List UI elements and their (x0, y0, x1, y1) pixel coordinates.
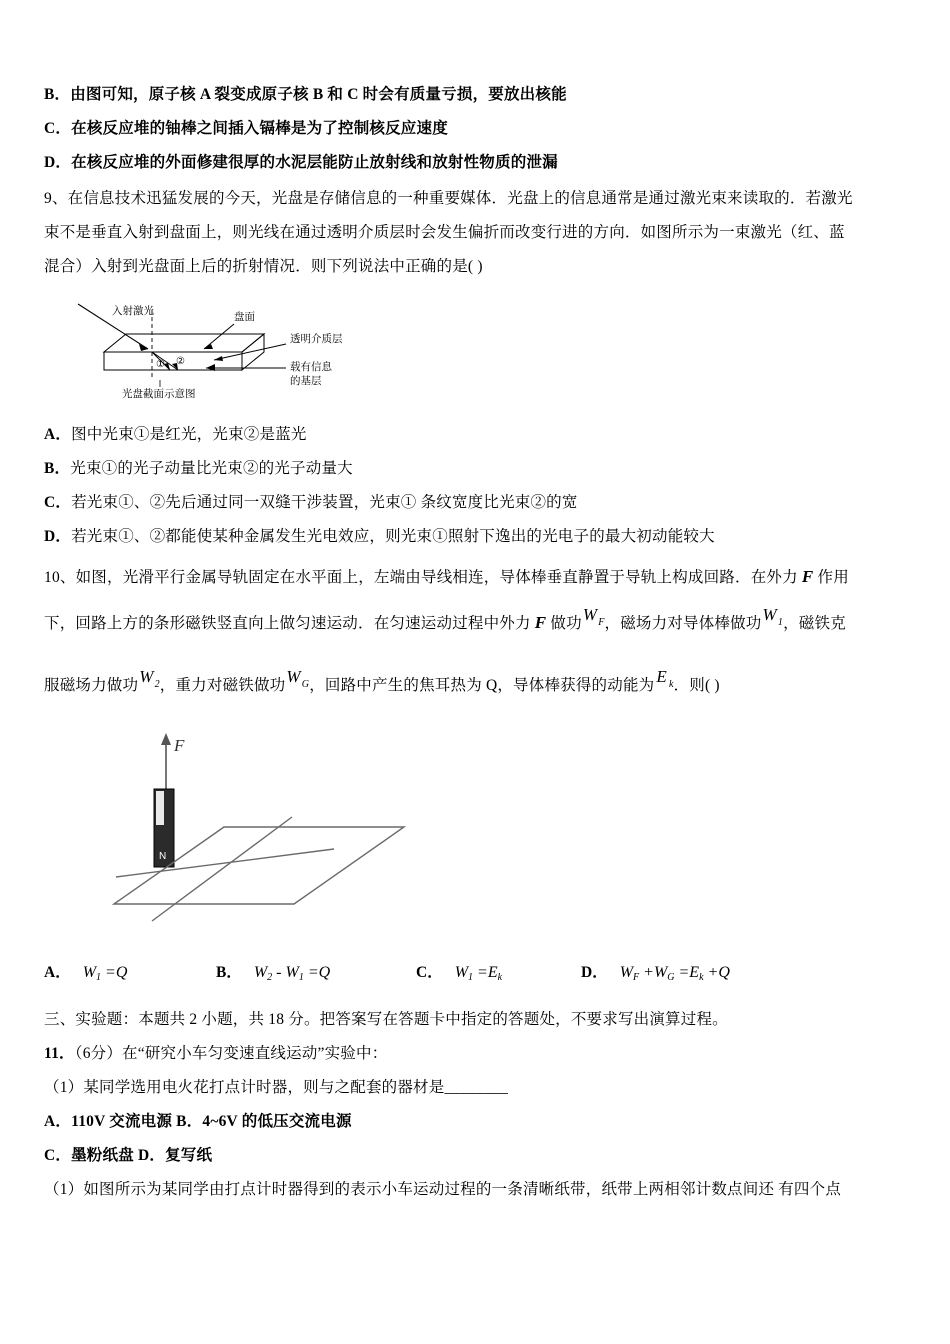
question-9-line1 (44, 182, 910, 216)
question-11-sub1: （1）某同学选用电火花打点计时器，则与之配套的器材是________ (44, 1079, 509, 1096)
q10-Ek-sub: k (668, 679, 674, 690)
section-3 (44, 1003, 910, 1207)
svg-text:入射激光: 入射激光 (112, 305, 154, 317)
svg-text:②: ② (176, 356, 185, 367)
svg-text:光盘截面示意图: 光盘截面示意图 (122, 388, 196, 400)
q10-answer-a (44, 960, 216, 983)
question-11-text: （6分）在“研究小车匀变速直线运动”实验中： (74, 1045, 388, 1062)
q10-l1b: 作用 (813, 569, 849, 586)
q10-answer-b (216, 960, 416, 983)
question-9-line2 (44, 216, 910, 250)
q10-Ek-symbol: E (656, 667, 667, 686)
option-c-text: 在核反应堆的铀棒之间插入镉棒是为了控制核反应速度 (71, 120, 448, 137)
question-10 (44, 560, 910, 983)
question-11-sub2: （1）如图所示为某同学由打点计时器得到的表示小车运动过程的一条清晰纸带，纸带上两相邻计数点间还 有四个点 (44, 1181, 842, 1198)
q10-l2c: ，磁场力对导体棒做功 (604, 615, 762, 632)
q9-option-b-label: B． (44, 460, 71, 477)
q9-option-a-text: 图中光束①是红光，光束②是蓝光 (71, 426, 307, 443)
q10-answer-a-label: A． (44, 964, 71, 981)
question-9-option-b (44, 452, 910, 486)
question-10-line1 (44, 560, 910, 595)
svg-text:F: F (174, 736, 185, 755)
svg-text:的基层: 的基层 (290, 375, 322, 387)
question-9-option-d (44, 520, 910, 554)
question-9-text3: 混合）入射到光盘面上后的折射情况．则下列说法中正确的是( ) (44, 258, 483, 275)
q10-l2d: ，磁铁克 (783, 615, 846, 632)
q10-force-symbol-1: F (801, 567, 814, 586)
q10-WG-sub: G (301, 679, 310, 690)
question-11-options-2: C．墨粉纸盘 D．复写纸 (44, 1147, 213, 1164)
question-10-line3 (44, 657, 910, 719)
question-11-number: 11． (44, 1045, 75, 1062)
q10-W1-symbol: W (762, 605, 777, 624)
q10-l2b: 做功 (546, 615, 582, 632)
q10-l3d: ．则( ) (673, 677, 720, 694)
q10-force-symbol-2: F (534, 613, 547, 632)
q10-answer-d-expr: WF +WG =Ek +Q (619, 964, 730, 983)
svg-text:①: ① (156, 359, 165, 370)
q10-W2-sub: 2 (154, 679, 160, 690)
q10-l3b: ，重力对磁铁做功 (159, 677, 286, 694)
option-d-text: 在核反应堆的外面修建很厚的水泥层能防止放射线和放射性物质的泄漏 (71, 154, 558, 171)
question-9-line3 (44, 250, 910, 284)
svg-text:载有信息: 载有信息 (290, 361, 332, 373)
rail-magnet-figure (104, 729, 524, 944)
q9-option-d-label: D． (44, 528, 72, 545)
q10-l3a: 服磁场力做功 (44, 677, 139, 694)
q10-WG-symbol: W (286, 667, 301, 686)
q10-answer-b-label: B． (216, 964, 242, 981)
q10-answer-d-label: D． (581, 964, 608, 981)
svg-text:N: N (159, 851, 167, 862)
q10-l3c: ，回路中产生的焦耳热为 Q，导体棒获得的动能为 (309, 677, 655, 694)
q10-W1-sub: 1 (777, 617, 784, 628)
question-9 (44, 182, 910, 554)
question-9-option-c (44, 486, 910, 520)
q10-answer-d (581, 960, 841, 983)
q10-l1a: 如图，光滑平行金属导轨固定在水平面上，左端由导线相连，导体棒垂直静置于导轨上构成回路．在外力 (75, 569, 802, 586)
q10-l2a: 下，回路上方的条形磁铁竖直向上做匀速运动．在匀速运动过程中外力 (44, 615, 535, 632)
option-c-label: C． (44, 120, 72, 137)
question-9-text1: 在信息技术迅猛发展的今天，光盘是存储信息的一种重要媒体．光盘上的信息通常是通过激光束来读取的．若激光 (67, 190, 853, 207)
q10-answer-a-expr: W1 =Q (82, 964, 128, 983)
question-11-options-1: A．110V 交流电源 B．4~6V 的低压交流电源 (44, 1113, 352, 1130)
q10-answer-c-expr: W1 =Ek (454, 964, 503, 983)
q10-answer-c-label: C． (416, 964, 443, 981)
q9-option-d-text: 若光束①、②都能使某种金属发生光电效应，则光束①照射下逸出的光电子的最大初动能较大 (71, 528, 715, 545)
q10-WF-sub: F (598, 617, 605, 628)
q10-WF-symbol: W (582, 605, 598, 624)
section-3-heading: 三、实验题：本题共 2 小题，共 18 分。把答案写在答题卡中指定的答题处，不要求写出演算过程。 (44, 1011, 728, 1028)
question-11-line (44, 1037, 910, 1071)
cd-cross-section-figure (64, 292, 484, 412)
option-d-label: D． (44, 154, 72, 171)
option-d-top (44, 146, 910, 180)
question-9-number: 9、 (44, 190, 68, 207)
option-b-text: 由图可知，原子核 A 裂变成原子核 B 和 C 时会有质量亏损，要放出核能 (70, 86, 567, 103)
q9-option-a-label: A． (44, 426, 72, 443)
q10-answer-b-expr: W2 - W1 =Q (253, 964, 331, 983)
question-9-option-a (44, 418, 910, 452)
q10-answer-c (416, 960, 581, 983)
svg-text:透明介质层: 透明介质层 (290, 333, 343, 345)
q9-option-c-label: C． (44, 494, 72, 511)
q10-W2-symbol: W (139, 667, 154, 686)
option-c-top (44, 112, 910, 146)
q9-option-c-text: 若光束①、②先后通过同一双缝干涉装置，光束① 条纹宽度比光束②的宽 (71, 494, 578, 511)
question-10-line2 (44, 595, 910, 657)
question-10-number: 10、 (44, 569, 76, 586)
question-10-answers (44, 960, 910, 983)
option-b-top (44, 78, 910, 112)
option-b-label: B． (44, 86, 71, 103)
question-9-text2: 束不是垂直入射到盘面上，则光线在通过透明介质层时会发生偏折而改变行进的方向．如图所示为一束激光（红、蓝 (44, 224, 845, 241)
page-content (44, 78, 910, 1207)
svg-text:盘面: 盘面 (234, 311, 255, 323)
q9-option-b-text: 光束①的光子动量比光束②的光子动量大 (70, 460, 353, 477)
